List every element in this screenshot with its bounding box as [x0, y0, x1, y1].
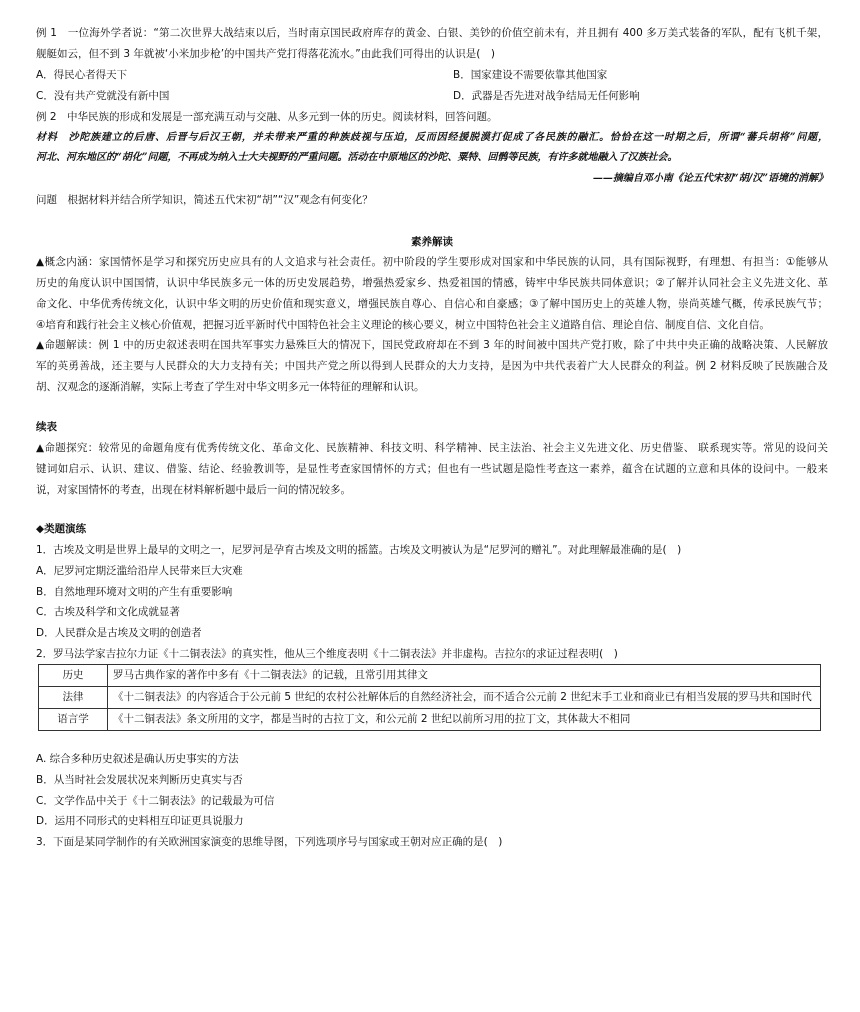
example-1-option-a: A．得民心者得天下 [36, 69, 128, 81]
continued-label: 续表 [36, 421, 57, 433]
question-1-option-d: D．人民群众是古埃及文明的创造者 [36, 627, 202, 639]
question-1-option-c: C．古埃及科学和文化成就显著 [36, 606, 180, 618]
table-cell: 《十二铜表法》条文所用的文字，都是当时的古拉丁文，和公元前 2 世纪以前所习用的拉丁文，其体裁大不相同 [108, 709, 821, 731]
question-2-option-d: D．运用不同形式的史料相互印证更具说服力 [36, 815, 244, 827]
table-row [39, 709, 821, 731]
table-row-heading: 语言学 [39, 709, 108, 731]
example-1-option-b: B．国家建设不需要依靠其他国家 [453, 69, 608, 81]
exploration-line-2: 键词如启示、认识、建议、借鉴、结论、经验教训等，是显性考查家国情怀的方式；但也有一些试题是隐性考查这一素养，蕴含在试题的立意和具体的设问中。一般来 [36, 463, 828, 475]
evidence-table [38, 664, 821, 731]
question-1-stem: 1．古埃及文明是世界上最早的文明之一，尼罗河是孕育古埃及文明的摇篮。古埃及文明被认为是“尼罗河的赠礼”。对此理解最准确的是( ) [36, 544, 682, 556]
example-2-material-line-1: 材料 沙陀族建立的后唐、后晋与后汉王朝，并未带来严重的种族歧视与压迫，反而因经援脱漠打促成了各民族的融汇。恰恰在这一时期之后，所谓“蕃兵胡将”问题， [36, 132, 828, 143]
exploration-line-3: 说，对家国情怀的考查，出现在材料解析题中最后一问的情况较多。 [36, 484, 351, 496]
example-1-option-d: D．武器是否先进对战争结局无任何影响 [453, 90, 640, 102]
example-1-stem-line-2: 舰艇如云，但不到 3 年就被‘小米加步枪’的中国共产党打得落花流水。”由此我们可得出的认识是( ) [36, 48, 495, 60]
example-2-material-source: ——摘编自邓小南《论五代宋初“胡/汉”语境的消解》 [592, 173, 828, 184]
example-2-question: 问题 根据材料并结合所学知识，简述五代宋初“胡”“汉”观念有何变化？ [36, 194, 373, 206]
concept-line-2: 历史的角度认识中国国情，认识中华民族多元一体的历史发展趋势，增强热爱家乡、热爱祖国的情感，铸牢中华民族共同体意识；②了解并认同社会主义先进文化、革 [36, 277, 828, 289]
table-row-heading: 历史 [39, 665, 108, 687]
question-3-stem: 3．下面是某同学制作的有关欧洲国家演变的思维导图，下列选项序号与国家或王朝对应正确的是( ) [36, 836, 503, 848]
question-2-option-c: C．文学作品中关于《十二铜表法》的记载最为可信 [36, 795, 275, 807]
example-1-stem-line-1: 例 1 一位海外学者说：“第二次世界大战结束以后，当时南京国民政府库存的黄金、白银、美钞的价值空前未有，并且拥有 400 多万美式装备的军队，配有飞机千架， [36, 27, 828, 39]
exploration-line-1: ▲命题探究：较常见的命题角度有优秀传统文化、革命文化、民族精神、科技文明、科学精神、民主法治、社会主义先进文化、历史借鉴、 联系现实等。常见的设问关 [36, 442, 828, 454]
question-2-option-b: B．从当时社会发展状况来判断历史真实与否 [36, 774, 243, 786]
example-2-stem: 例 2 中华民族的形成和发展是一部充满互动与交融、从多元到一体的历史。阅读材料，回答问题。 [36, 111, 498, 123]
table-row [39, 687, 821, 709]
interpretation-line-1: ▲命题解读：例 1 中的历史叙述表明在国共军事实力悬殊巨大的情况下，国民党政府却在不到 3 年的时间被中国共产党打败，除了中共中央正确的战略决策、人民解放 [36, 339, 828, 351]
concept-line-1: ▲概念内涵：家国情怀是学习和探究历史应具有的人文追求与社会责任。初中阶段的学生要形成对国家和中华民族的认同，具有国际视野，有理想、有担当：①能够从 [36, 256, 828, 268]
practice-section-title: ◆类题演练 [36, 523, 87, 535]
literacy-section-title: 素养解读 [411, 236, 453, 248]
question-1-option-b: B．自然地理环境对文明的产生有重要影响 [36, 586, 233, 598]
concept-line-3: 命文化、中华优秀传统文化，认识中华文明的历史价值和现实意义，增强民族自尊心、自信心和自豪感；③了解中国历史上的英雄人物，崇尚英雄气概，传承民族气节； [36, 298, 828, 310]
interpretation-line-2: 军的英勇善战，还主要与人民群众的大力支持有关；中国共产党之所以得到人民群众的大力支持，是因为中共代表着广大人民群众的利益。例 2 材料反映了民族融合及 [36, 360, 828, 372]
table-cell: 《十二铜表法》的内容适合于公元前 5 世纪的农村公社解体后的自然经济社会，而不适合公元前 2 世纪末手工业和商业已有相当发展的罗马共和国时代 [108, 687, 821, 709]
question-2-option-a: A. 综合多种历史叙述是确认历史事实的方法 [36, 753, 239, 765]
table-row-heading: 法律 [39, 687, 108, 709]
question-2-stem: 2．罗马法学家吉拉尔力证《十二铜表法》的真实性，他从三个维度表明《十二铜表法》并非虚构。吉拉尔的求证过程表明( ) [36, 648, 618, 660]
interpretation-line-3: 胡、汉观念的逐渐消解，实际上考查了学生对中华文明多元一体特征的理解和认识。 [36, 381, 425, 393]
table-cell: 罗马古典作家的著作中多有《十二铜表法》的记载，且常引用其律文 [108, 665, 821, 687]
example-1-option-c: C．没有共产党就没有新中国 [36, 90, 170, 102]
table-row [39, 665, 821, 687]
example-2-material-line-2: 河北、河东地区的“胡化”问题，不再成为纳入士大夫视野的严重问题。活动在中原地区的沙陀、粟特、回鹘等民族，有许多就地融入了汉族社会。 [36, 152, 678, 163]
concept-line-4: ④培育和践行社会主义核心价值观，把握习近平新时代中国特色社会主义理论的核心要义，树立中国特色社会主义道路自信、理论自信、制度自信、文化自信。 [36, 319, 770, 331]
question-1-option-a: A．尼罗河定期泛滥给沿岸人民带来巨大灾难 [36, 565, 243, 577]
